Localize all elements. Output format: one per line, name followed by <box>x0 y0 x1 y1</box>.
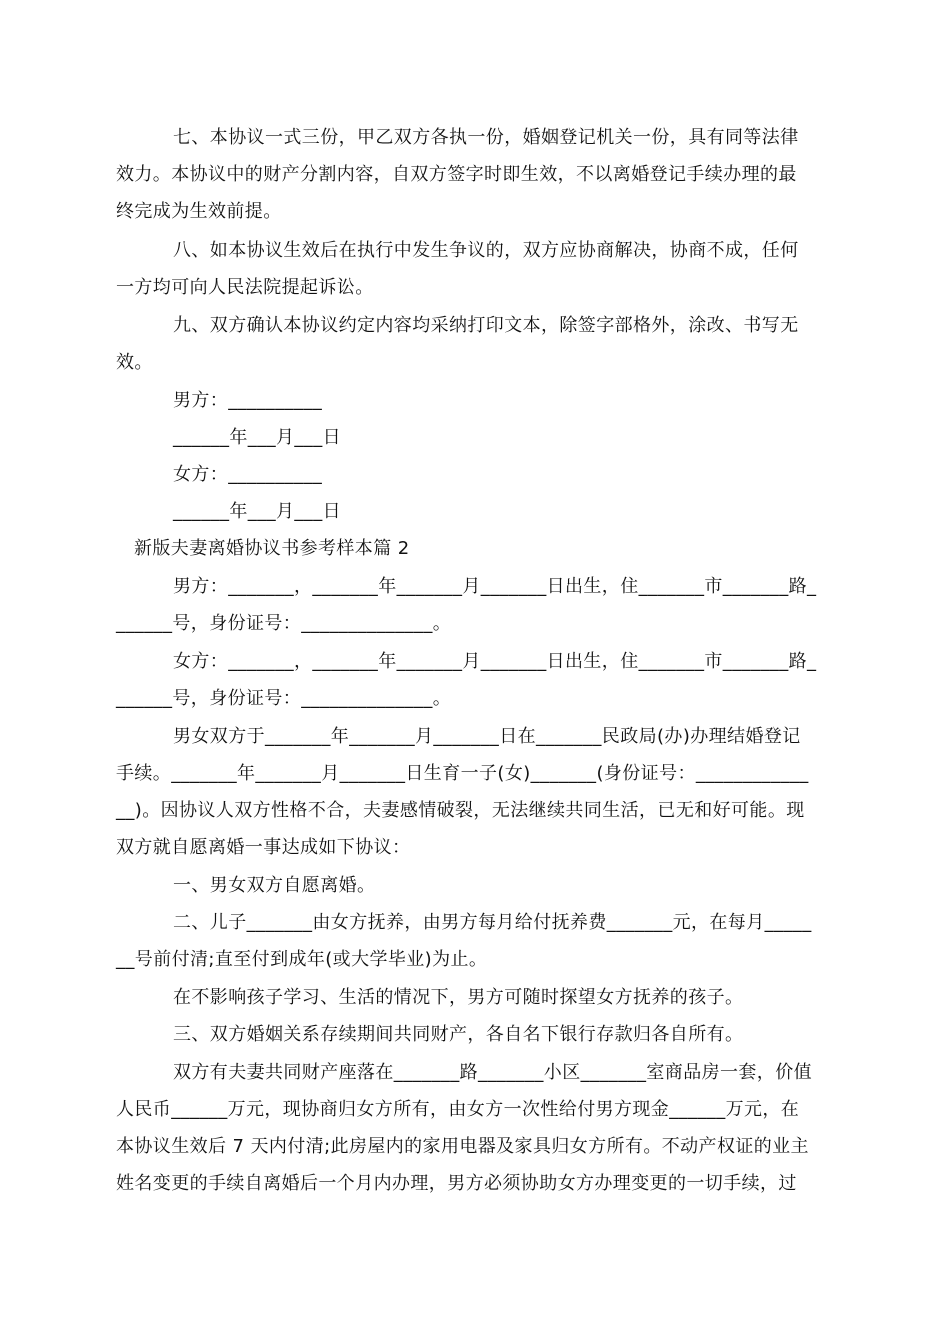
clause-8-line-1: 八、如本协议生效后在执行中发生争议的，双方应协商解决，协商不成，任何 <box>173 240 799 261</box>
male-date-line: ______年___月___日 <box>173 427 341 448</box>
article-2-line-2: __号前付清;直至付到成年(或大学毕业)为止。 <box>116 949 488 970</box>
female-info-line-2: ______号，身份证号：______________。 <box>116 688 452 709</box>
section-heading: 新版夫妻离婚协议书参考样本篇 2 <box>134 538 410 559</box>
marriage-paragraph-line-1: 男女双方于_______年_______月_______日在_______民政局(办)办理结婚登记 <box>173 726 801 747</box>
male-info-line-2: ______号，身份证号：______________。 <box>116 613 452 634</box>
female-signature-line: 女方：__________ <box>173 464 323 485</box>
female-info-line-1: 女方：_______，_______年_______月_______日出生，住_______市_______路_ <box>173 651 817 672</box>
clause-7-line-1: 七、本协议一式三份，甲乙双方各执一份，婚姻登记机关一份，具有同等法律 <box>173 127 799 148</box>
article-2-line-1: 二、儿子_______由女方抚养，由男方每月给付抚养费_______元，在每月_____ <box>173 912 812 933</box>
article-1-line: 一、男女双方自愿离婚。 <box>173 875 376 896</box>
property-paragraph-line-4: 姓名变更的手续自离婚后一个月内办理，男方必须协助女方办理变更的一切手续，过 <box>116 1173 797 1194</box>
article-3-line: 三、双方婚姻关系存续期间共同财产，各自名下银行存款归各自所有。 <box>173 1024 744 1045</box>
clause-9-line-2: 效。 <box>116 352 153 373</box>
male-signature-line: 男方：__________ <box>173 390 323 411</box>
marriage-paragraph-line-2: 手续。_______年_______月_______日生育一子(女)_______(身份证号：____________ <box>116 763 809 784</box>
property-paragraph-line-1: 双方有夫妻共同财产座落在_______路_______小区_______室商品房一套，价值 <box>173 1062 812 1083</box>
female-date-line: ______年___月___日 <box>173 501 341 522</box>
clause-8-line-2: 一方均可向人民法院提起诉讼。 <box>116 277 374 298</box>
clause-7-line-3: 终完成为生效前提。 <box>116 201 282 222</box>
marriage-paragraph-line-4: 双方就自愿离婚一事达成如下协议： <box>116 837 411 858</box>
property-paragraph-line-2: 人民币______万元，现协商归女方所有，由女方一次性给付男方现金______万元，在 <box>116 1099 800 1120</box>
property-paragraph-line-3: 本协议生效后 7 天内付清;此房屋内的家用电器及家具归女方所有。不动产权证的业主 <box>116 1136 809 1157</box>
male-info-line-1: 男方：_______，_______年_______月_______日出生，住_______市_______路_ <box>173 576 817 597</box>
clause-9-line-1: 九、双方确认本协议约定内容均采纳打印文本，除签字部格外，涂改、书写无 <box>173 315 799 336</box>
marriage-paragraph-line-3: __)。因协议人双方性格不合，夫妻感情破裂，无法继续共同生活，已无和好可能。现 <box>116 800 805 821</box>
visitation-line: 在不影响孩子学习、生活的情况下，男方可随时探望女方抚养的孩子。 <box>173 987 744 1008</box>
clause-7-line-2: 效力。本协议中的财产分割内容，自双方签字时即生效，不以离婚登记手续办理的最 <box>116 164 797 185</box>
